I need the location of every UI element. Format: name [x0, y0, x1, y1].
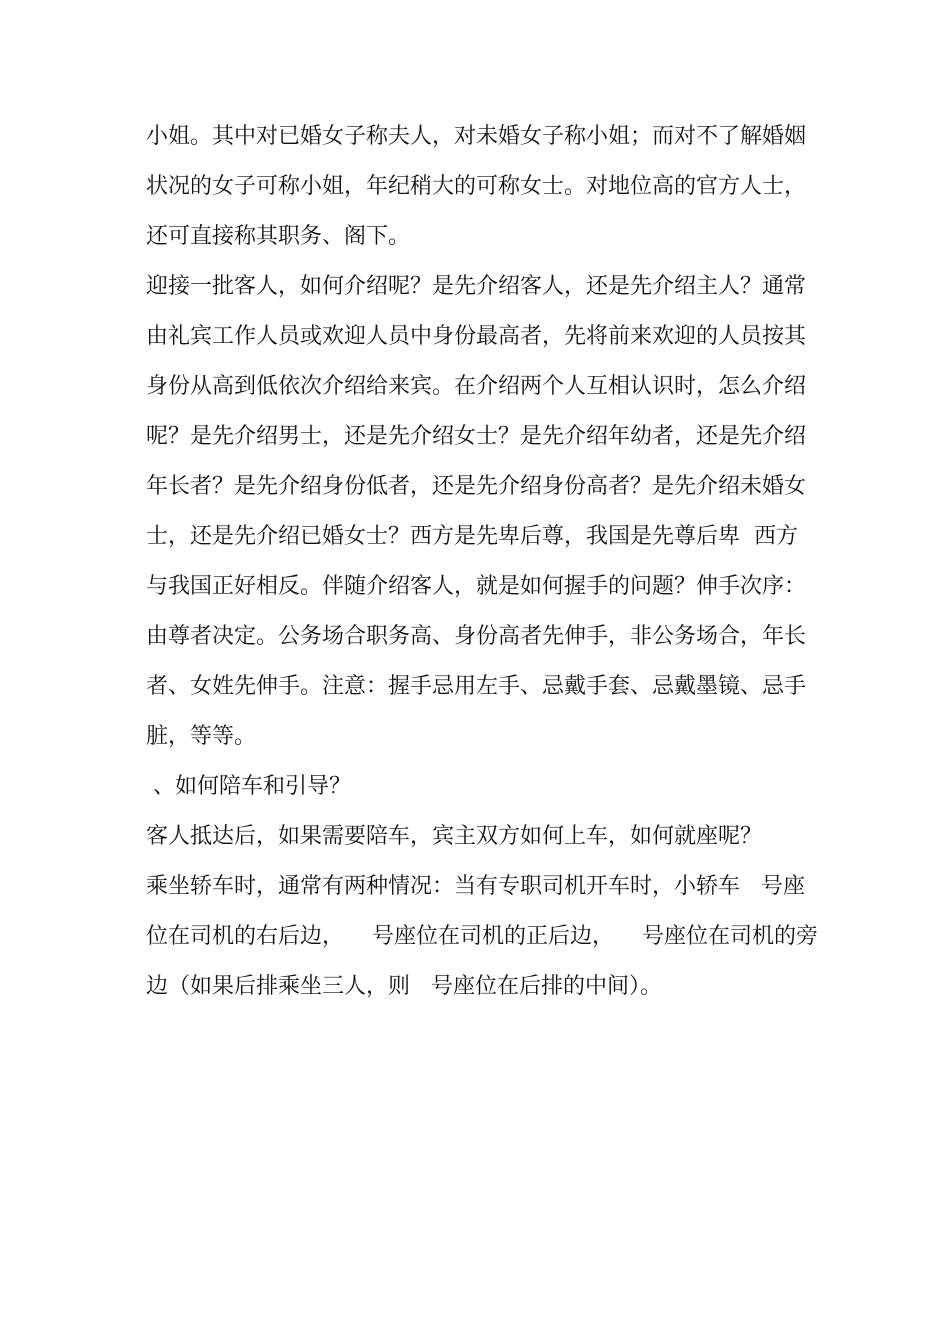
text-line: 乘坐轿车时，通常有两种情况：当有专职司机开车时，小轿车 号座 — [146, 874, 805, 899]
text-line: 与我国正好相反。伴随介绍客人，就是如何握手的问题？伸手次序： — [146, 574, 807, 599]
text-line: 士，还是先介绍已婚女士？西方是先卑后尊，我国是先尊后卑 西方 — [146, 524, 798, 549]
text-line: 者、女姓先伸手。注意：握手忌用左手、忌戴手套、忌戴墨镜、忌手 — [146, 674, 807, 699]
text-line: 客人抵达后，如果需要陪车，宾主双方如何上车，如何就座呢？ — [146, 824, 763, 849]
text-line: 小姐。其中对已婚女子称夫人，对未婚女子称小姐；而对不了解婚姻 — [146, 124, 807, 149]
text-line: 位在司机的右后边， 号座位在司机的正后边， 号座位在司机的旁 — [146, 924, 818, 949]
text-line: 身份从高到低依次介绍给来宾。在介绍两个人互相认识时，怎么介绍 — [146, 374, 807, 399]
text-line: 迎接一批客人，如何介绍呢？是先介绍客人，还是先介绍主人？通常 — [146, 274, 807, 299]
text-line: 脏，等等。 — [146, 724, 257, 749]
text-line: 边（如果后排乘坐三人，则 号座位在后排的中间）。 — [146, 974, 662, 999]
text-line: 还可直接称其职务、阁下。 — [146, 224, 411, 249]
text-line: 由尊者决定。公务场合职务高、身份高者先伸手，非公务场合，年长 — [146, 624, 807, 649]
text-line: 状况的女子可称小姐，年纪稍大的可称女士。对地位高的官方人士， — [146, 174, 807, 199]
document-body — [146, 112, 818, 1012]
text-line: 呢？是先介绍男士，还是先介绍女士？是先介绍年幼者，还是先介绍 — [146, 424, 807, 449]
section-heading: 、如何陪车和引导？ — [146, 774, 351, 799]
text-line: 年长者？是先介绍身份低者，还是先介绍身份高者？是先介绍未婚女 — [146, 474, 807, 499]
text-line: 由礼宾工作人员或欢迎人员中身份最高者，先将前来欢迎的人员按其 — [146, 324, 807, 349]
